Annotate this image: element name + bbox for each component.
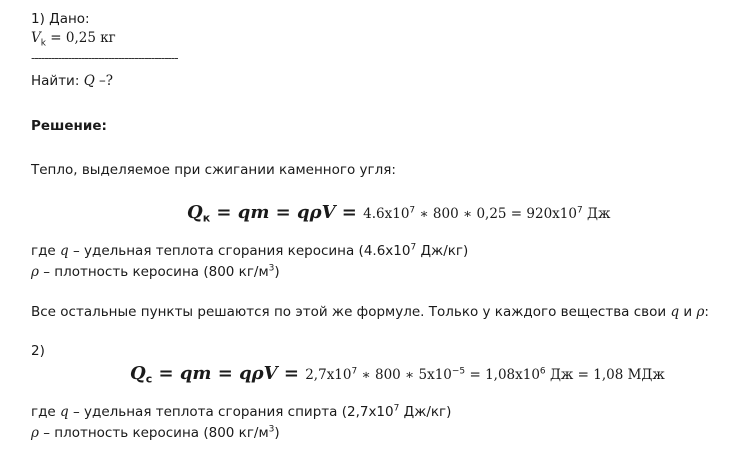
rest-q-symbol: q (670, 304, 680, 320)
note1-rho-tail: ) (274, 264, 280, 280)
note1-rho-symbol: ρ (31, 264, 39, 280)
formula1-calc-a: 4.6х10 (363, 206, 410, 222)
note1-rho (31, 263, 280, 281)
note2-q-text: – удельная теплота сгорания спирта (2,7х10 (68, 404, 394, 420)
note1-rho-exp: 3 (268, 263, 275, 274)
formula2-calc-a: 2,7х10 (305, 367, 352, 383)
rest-sentence: Все остальные пункты решаются по этой же формуле. Только у каждого вещества свои (31, 304, 671, 320)
volume-subscript: k (40, 38, 46, 49)
note1-q (31, 242, 468, 260)
rest-colon: : (704, 304, 709, 320)
formula1-calc-a-exp: 7 (409, 205, 416, 216)
part2-label: 2) (31, 343, 45, 359)
note2-q-tail: Дж/кг) (399, 404, 452, 420)
note2-rho (31, 424, 280, 442)
rest-and: и (679, 304, 697, 320)
note1-q-symbol: q (60, 243, 69, 259)
note2-q-prefix: где (31, 404, 61, 420)
formula2-lhs: Q (130, 363, 146, 384)
formula1-unit: Дж (582, 206, 611, 222)
formula-2 (130, 361, 665, 388)
formula2-mid: = qm = qρV = (152, 363, 306, 384)
note2-q-exp: 7 (393, 403, 400, 414)
given-volume (31, 29, 116, 47)
given-title: 1) Дано: (31, 11, 90, 27)
formula1-calc-b-exp: 7 (576, 205, 583, 216)
formula1-lhs-sub: к (202, 211, 211, 225)
note1-q-prefix: где (31, 243, 61, 259)
note2-rho-exp: 3 (268, 424, 275, 435)
formula1-calc-b: ∗ 800 ∗ 0,25 = 920х10 (415, 206, 577, 222)
formula2-calc-b-exp: −5 (451, 366, 466, 377)
formula2-calc-c: = 1,08х10 (465, 367, 540, 383)
note2-rho-symbol: ρ (31, 425, 39, 441)
formula-1 (187, 200, 610, 227)
intro-text: Тепло, выделяемое при сжигании каменного угля: (31, 162, 396, 178)
rest-text (31, 303, 709, 321)
note1-rho-text: – плотность керосина (800 кг/м (38, 264, 269, 280)
volume-symbol: V (31, 30, 41, 46)
formula1-lhs: Q (187, 202, 203, 223)
formula2-calc-a-exp: 7 (351, 366, 358, 377)
note2-rho-tail: ) (274, 425, 280, 441)
note1-q-tail: Дж/кг) (416, 243, 469, 259)
note2-q (31, 403, 451, 421)
find-line (31, 72, 113, 90)
solution-heading: Решение: (31, 118, 107, 134)
formula2-unit: Дж = 1,08 МДж (545, 367, 665, 383)
note1-q-exp: 7 (410, 242, 417, 253)
find-symbol: Q (83, 73, 95, 89)
note2-rho-text: – плотность керосина (800 кг/м (38, 425, 269, 441)
given-separator: -------------------------------------------- (31, 51, 178, 65)
formula1-mid: = qm = qρV = (210, 202, 364, 223)
note2-q-symbol: q (60, 404, 69, 420)
volume-value: = 0,25 кг (45, 30, 116, 46)
formula2-lhs-sub: с (145, 372, 153, 386)
note1-q-text: – удельная теплота сгорания керосина (4.6х10 (68, 243, 411, 259)
rest-rho-symbol: ρ (696, 304, 705, 320)
formula2-calc-b: ∗ 800 ∗ 5х10 (357, 367, 452, 383)
find-suffix: –? (94, 73, 114, 89)
formula2-calc-c-exp: 6 (539, 366, 546, 377)
find-prefix: Найти: (31, 73, 84, 89)
